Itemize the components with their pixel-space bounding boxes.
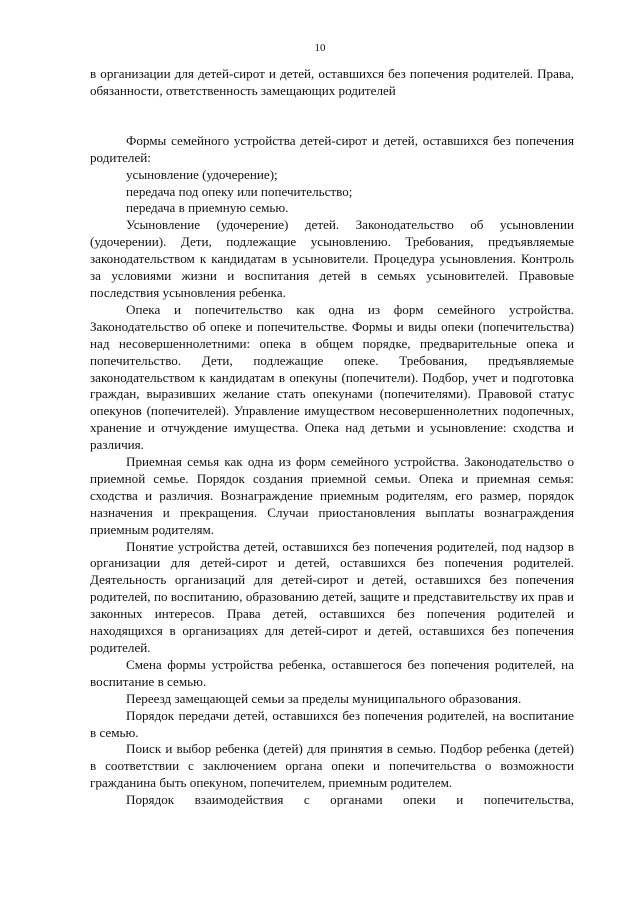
paragraph: в организации для детей-сирот и детей, оставшихся без попечения родителей. Права, обязанности, ответственность замещающих родителей (90, 66, 574, 98)
paragraph: Опека и попечительство как одна из форм семейного устройства. Законодательство об опеке и попечительстве. Формы и виды опеки (попечительства) над несовершеннолетними: опека в общем порядке, предварительные опека и попечительство. Дети, подлежащие опеке. Требования, предъявляемые законодательством к кандидатам в опекуны (попечители). Подбор, учет и подготовка граждан, выразивших желание стать опекунами (попечителями). Правовой статус опекунов (попечителей). Управление имуществом несовершеннолетних подопечных, хранение и отчуждение имущества. Опека над детьми и усыновление: сходства и различия. (90, 301, 574, 453)
page-number: 10 (314, 42, 326, 54)
paragraph-gap (90, 100, 574, 133)
paragraph: Смена формы устройства ребенка, оставшегося без попечения родителей, на воспитание в семью. (90, 656, 574, 689)
paragraph: Поиск и выбор ребенка (детей) для принятия в семью. Подбор ребенка (детей) в соответствии с заключением органа опеки и попечительства о возможности гражданина быть опекуном, попечителем, приемным родителем. (90, 741, 574, 791)
page-body (90, 66, 574, 809)
paragraph: Приемная семья как одна из форм семейного устройства. Законодательство о приемной семье. Порядок создания приемной семьи. Опека и приемная семья: сходства и различия. Вознаграждение приемным родителям, его размер, порядок назначения и прекращения. Случаи приостановления выплаты вознаграждения приемным родителям. (90, 454, 574, 537)
paragraph: Переезд замещающей семьи за пределы муниципального образования. (126, 690, 522, 706)
paragraph: Понятие устройства детей, оставшихся без попечения родителей, под надзор в организации для детей-сирот и детей, оставшихся без попечения родителей. Деятельность организаций для детей-сирот и детей, оставшихся без попечения родителей, по воспитанию, образованию детей, защите и представительству их прав и законных интересов. Права детей, оставшихся без попечения родителей и находящихся в организациях для детей-сирот и детей, оставшихся без попечения родителей. (90, 538, 574, 655)
list-item: передача в приемную семью. (126, 200, 289, 216)
paragraph: Порядок передачи детей, оставшихся без попечения родителей, на воспитание в семью. (90, 707, 574, 740)
list-item: усыновление (удочерение); (126, 166, 278, 182)
list-item: передача под опеку или попечительство; (126, 183, 353, 199)
paragraph: Усыновление (удочерение) детей. Законодательство об усыновлении (удочерении). Дети, подлежащие усыновлению. Требования, предъявляемые законодательством к кандидатам в усыновители. Процедура усыновления. Контроль за условиями жизни и воспитания детей в семьях усыновителей. Правовые последствия усыновления ребенка. (90, 217, 574, 300)
paragraph: Порядок взаимодействия с органами опеки и попечительства, (126, 792, 574, 808)
paragraph: Формы семейного устройства детей-сирот и детей, оставшихся без попечения родителей: (90, 132, 574, 165)
